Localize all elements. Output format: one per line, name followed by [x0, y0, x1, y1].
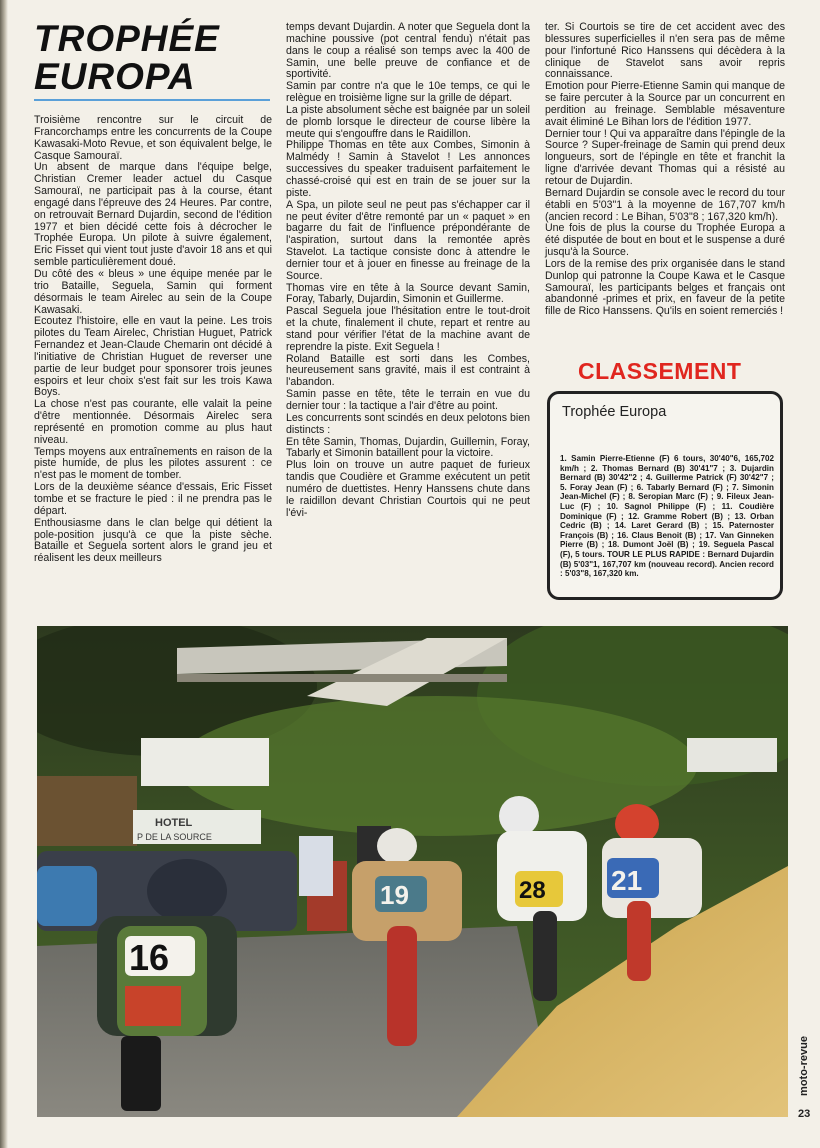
- paragraph: La piste absolument sèche est baignée par un soleil de plomb lorsque le directeur de course libère la meute qui s'engouffre dans le Raidillon.: [286, 103, 530, 140]
- bike-number-28: 28: [519, 877, 546, 904]
- paragraph: Lors de la deuxième séance d'essais, Eric Fisset tombe et se fracture le pied : il ne prendra pas le départ.: [34, 481, 272, 517]
- bike-number-21: 21: [611, 865, 643, 896]
- hotel-sign-text: HOTEL: [155, 817, 193, 829]
- paragraph: Lors de la remise des prix organisée dans le stand Dunlop qui patronne la Coupe Kawa et le Casque Samouraï, les participants belges et français ont abandonné -primes et prix, en faveur de la petite fille de Rico Hanssens. Qu'ils en soient remerciés !: [545, 257, 785, 318]
- title-line-1: TROPHÉE: [34, 18, 220, 59]
- paragraph: A Spa, un pilote seul ne peut pas s'échapper car il ne peut éviter d'être remonté par un « paquet » en bagarre du fait de l'influence prépondérante de l'aspiration, surtout dans la remontée après Stavelot. La tactique consiste donc à attendre le dernier tour et à jouer en finesse au freinage de la Source.: [286, 198, 530, 282]
- paragraph: Bernard Dujardin se console avec le record du tour établi en 5'03"1 à la moyenne de 167,707 km/h (ancien record : Le Bihan, 5'03"8 ; 167,320 km/h).: [545, 186, 785, 223]
- paragraph: Emotion pour Pierre-Etienne Samin qui manque de se faire percuter à la Source par un concurrent en perdition au freinage. Semblable mésaventure avait éliminé Le Bihan lors de l'édition 1977.: [545, 80, 785, 128]
- hotel-sign-subtext: P DE LA SOURCE: [137, 832, 212, 842]
- paragraph: Philippe Thomas en tête aux Combes, Simonin à Malmédy ! Samin à Stavelot ! Les annonces successives du speaker traduisent parfaitement le chassé-croisé qui est en train de se jouer sur la piste.: [286, 139, 530, 199]
- paragraph: Temps moyens aux entraînements en raison de la piste humide, de plus les pilotes assurent : ce n'est pas le moment de tomber.: [34, 445, 272, 482]
- column-1: [34, 115, 272, 565]
- paragraph: Du côté des « bleus » une équipe menée par le trio Bataille, Seguela, Samin qui forment désormais le team Airelec au sein de la Coupe Kawasaki.: [34, 267, 272, 316]
- paragraph: Un absent de marque dans l'équipe belge, Christian Cremer leader actuel du Casque Samouraï, ne participait pas à la course, étant engagé dans l'épreuve des 24 Heures. Par contre, on retrouvait Bernard Dujardin, second de l'édition 1977 et bien décidé cette fois à décrocher le Trophée Europa. Un pilote à suivre également, Eric Fisset qui vient tout juste d'avoir 18 ans et qui semble particulièrement doué.: [34, 161, 272, 269]
- column-3: [545, 22, 785, 318]
- race-photo: [37, 626, 788, 1117]
- paragraph: Troisième rencontre sur le circuit de Francorchamps entre les concurrents de la Coupe Kawasaki-Moto Revue, et son équivalent belge, le Casque Samouraï.: [34, 114, 272, 162]
- page-spine-shadow: [0, 0, 8, 1148]
- paragraph: Une fois de plus la course du Trophée Europa a été disputée de bout en bout et le suspense a duré jusqu'à la Source.: [545, 222, 785, 259]
- race-photo-illustration: [37, 626, 788, 1117]
- title-underline: [34, 99, 270, 101]
- magazine-name-text: moto-revue: [797, 1036, 810, 1096]
- title-line-2: EUROPA: [34, 56, 196, 97]
- results-box-title: Trophée Europa: [562, 404, 667, 420]
- paragraph: Ecoutez l'histoire, elle en vaut la peine. Les trois pilotes du Team Airelec, Christian Huguet, Patrick Fernandez et Jean-Claude Chemarin ont décidé à l'initiative de Christian Huguet de reverser une partie de leur budget pour sponsorer trois jeunes espoirs et leur choix s'est fait sur les trois Kawa Boys.: [34, 315, 272, 399]
- paragraph: La chose n'est pas courante, elle valait la peine d'être mentionnée. Désormais Airelec sera représenté en promotion comme au plus haut niveau.: [34, 398, 272, 446]
- column-2: [286, 22, 530, 519]
- paragraph: Plus loin on trouve un autre paquet de furieux tandis que Coudière et Gramme exécutent un petit numéro de duettistes. Henry Hanssens chute dans le raidillon devant Christian Courtois qui ne peut l'évi-: [286, 459, 530, 519]
- paragraph: Les concurrents sont scindés en deux pelotons bien distincts :: [286, 411, 530, 436]
- bike-number-19: 19: [380, 880, 409, 910]
- magazine-name: [790, 1038, 818, 1098]
- paragraph: Enthousiasme dans le clan belge qui détient la pole-position jusqu'à ce que la piste sèche. Bataille et Seguela sortent alors le grand jeu et réalisent les deux meilleurs: [34, 516, 272, 565]
- article-title: [34, 20, 274, 96]
- paragraph: temps devant Dujardin. A noter que Seguela dont la machine poussive (pot central fendu) n'était pas dans le coup a réalisé son temps avec la 400 de Samin, une belle preuve de confiance et de sportivité.: [286, 21, 530, 81]
- results-box: [547, 391, 783, 600]
- paragraph: Pascal Seguela joue l'hésitation entre le tout-droit et la chute, finalement il chute, repart et rentre au stand pour vérifier l'état de la machine avant de reprendre la piste. Exit Seguela !: [286, 305, 530, 353]
- classement-heading: CLASSEMENT: [578, 358, 742, 384]
- paragraph: En tête Samin, Thomas, Dujardin, Guillemin, Foray, Tabarly et Simonin bataillent pour la victoire.: [286, 435, 530, 460]
- results-list: 1. Samin Pierre-Etienne (F) 6 tours, 30'40"6, 165,702 km/h ; 2. Thomas Bernard (B) 30'41"7 ; 3. Dujardin Bernard (B) 30'42"2 ; 4. Guillerme Patrick (F) 30'42"7 ; 5. Foray Jean (F) ; 6. Tabarly Bernard (F) ; 7. Simonin Jean-Michel (F) ; 8. Seropian Marc (F) ; 9. Fileux Jean-Luc (F) ; 10. Sagnol Philippe (F) ; 11. Coudière Dominique (F) ; 12. Gramme Robert (B) ; 13. Orban Cedric (B) ; 14. Laret Gerard (B) ; 15. Paternoster François (B) ; 16. Claus Benoit (B) ; 17. Van Ginneken Pierre (B) ; 18. Dumont Joël (B) ; 19. Seguela Pascal (F), 5 tours. TOUR LE PLUS RAPIDE : Bernard Dujardin (B) 5'03"1, 167,707 km (nouveau record). Ancien record : 5'03"8, 167,320 km.: [560, 454, 774, 579]
- paragraph: Thomas vire en tête à la Source devant Samin, Foray, Tabarly, Dujardin, Simonin et Guillerme.: [286, 281, 530, 306]
- bike-number-16: 16: [129, 937, 170, 978]
- paragraph: Samin par contre n'a que le 10e temps, ce qui le relègue en troisième ligne sur la grille de départ.: [286, 80, 530, 105]
- page-number: 23: [798, 1108, 811, 1120]
- paragraph: Samin passe en tête, tête le terrain en vue du dernier tour : la tactique a l'air d'être au point.: [286, 388, 530, 412]
- paragraph: ter. Si Courtois se tire de cet accident avec des blessures superficielles il n'en sera pas de même pour l'infortuné Rico Hanssens qui décèdera à la clinique de Stavelot sans avoir repris connaissance.: [545, 21, 785, 81]
- paragraph: Dernier tour ! Qui va apparaître dans l'épingle de la Source ? Super-freinage de Samin qui prend deux longueurs, sort de l'épingle en tête et franchit la ligne d'arrivée devant Thomas qui a résisté au retour de Dujardin.: [545, 127, 785, 187]
- paragraph: Roland Bataille est sorti dans les Combes, heureusement sans gravité, mais il est contraint à l'abandon.: [286, 352, 530, 389]
